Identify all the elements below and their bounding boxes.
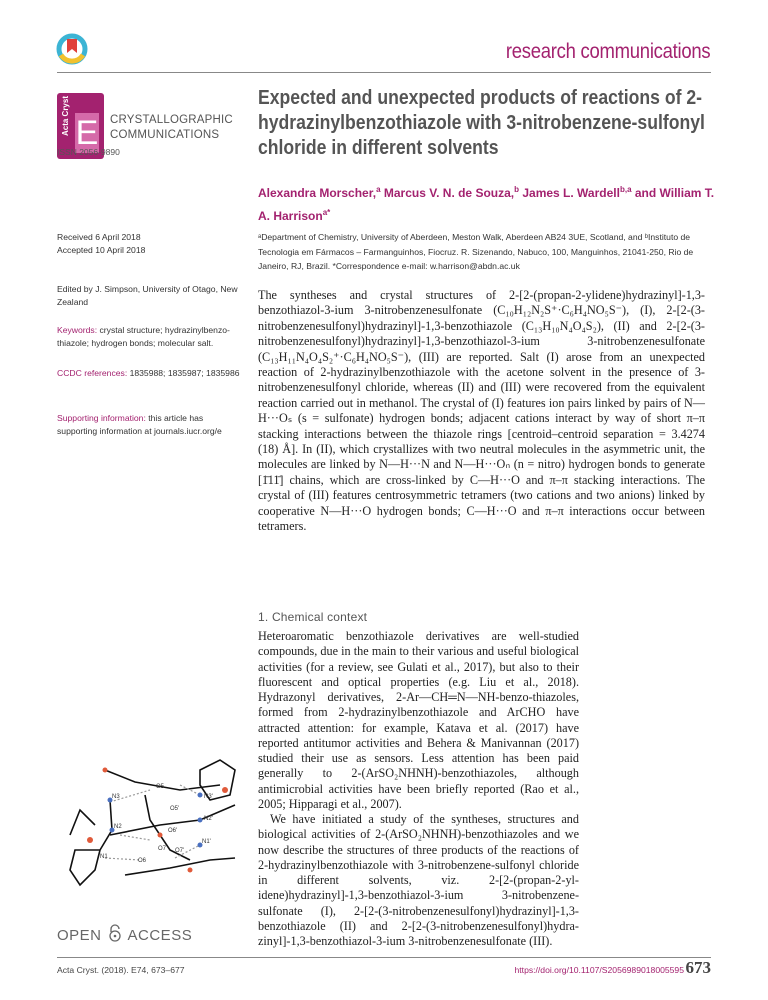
ccdc-label: CCDC references: [57,368,128,378]
keywords-label: Keywords: [57,325,98,335]
atom-label: O7 [158,846,167,852]
affiliations: ᵃDepartment of Chemistry, University of Aberdeen, Meston Walk, Aberdeen AB24 3UE, Scotland, and ᵇInstituto de Tecnologia em Fármacos – Farmanguinhos, Fiocruz. R. Sizenando, Nabuco, 100, Manguinhos, 21041-250, Rio de Janeiro, RJ, Brazil. *Correspondence e-mail: w.harrison@abdn.ac.uk [258,232,694,271]
author-list [258,180,718,226]
supporting-information [57,412,242,438]
open-access-text: OPEN [57,926,102,944]
author: Marcus V. N. de Souza,$^b$ [380,185,520,200]
supporting-label: Supporting information: [57,413,146,423]
atom-label: O5' [170,806,180,812]
keywords [57,324,242,350]
atom-label: N3 [112,794,120,800]
crossmark-icon[interactable] [55,31,89,67]
journal-section-label: research communications [505,40,710,63]
article-title: Expected and unexpected products of reactions of 2-hydrazinylbenzothiazole with 3-nitrobenzene-sulfonyl chloride in different solvents [258,87,705,159]
header-divider [57,72,711,73]
author: James L. Wardell$^{b,a}$ [519,185,632,200]
edited-by: Edited by J. Simpson, University of Otago, New Zealand [57,284,238,307]
ccdc-references [57,367,242,380]
atom-label: N1' [202,839,211,845]
atom-label: N2' [204,816,213,822]
abstract: The syntheses and crystal structures of 2-[2-(propan-2-ylidene)hydrazinyl]-1,3-benzothiazol-3-ium 3-nitrobenzenesulfonate (C₁₀H₁₂N₂S⁺·C₆H₄NO₅S⁻), (I), 2-[2-(3-nitrobenzenesulfonyl)hydrazinyl]-1,3-benzothiazole (C₁₃H₁₀N₄O₄S₂), (II) and 2-[2-(3-nitrobenzenesulfonyl)hydrazinyl]-1,3-benzothiazol-3-ium 3-nitrobenzenesulfonate (C₁₃H₁₁N₄O₄S₂⁺·C₆H₄NO₅S⁻), (III) are reported. Salt (I) arose from an unexpected reaction of 2-hydrazinylbenzothiazole with the acetone solvent in the presence of 3-nitrobenzenesulfonyl chloride, whereas (II) and (III) were recovered from the equivalent reaction carried out in methanol. The crystal of (I) features ion pairs linked by pairs of N—H···Oₛ (s = sulfonate) hydrogen bonds; adjacent cations interact by way of short π–π stacking interactions between the thiazole rings [centroid–centroid separation = 3.4274 (18) Å]. In (II), which crystallizes with two neutral molecules in the asymmetric unit, the molecules are linked by N—H···N and N—H···Oₙ (n = nitro) hydrogen bonds to generate [1̄11̄] chains, which are cross-linked by C—H···O and π–π stacking interactions. The crystal of (III) features centrosymmetric tetramers (two cations and two anions) linked by cooperative N—H···O hydrogen bonds; C—H···O and π–π interactions occur between tetramers. [258,288,705,534]
logo-text: Acta Cryst [61,96,70,137]
atom-label: N2 [114,824,122,830]
author: Alexandra Morscher,$^a$ [258,185,381,200]
page-number: 673 [685,958,711,977]
paragraph: Heteroaromatic benzothiazole derivatives are well-studied compounds, due in the main to their various and useful biological activities (for a review, see Gulati et al., 2017), but also to their fluorescent and optical properties (e.g. Liu et al., 2018). Hydrazonyl derivatives, 2-Ar—CH═N—NH-benzo-thiazoles, formed from 2-hydrazinylbenzothiazole and ArCHO have attracted attention: for example, Katava et al. (2017) have reported antitumor activities and Behera & Manivannan (2017) studied their use as sensors. Less attention has been paid generally to 2-(ArSO₂NHNH)-benzothiazoles, although antimicrobial activities have been briefly reported (Rao et al., 2005; Hipparagi et al., 2007). [258,629,579,811]
journal-name-line1: CRYSTALLOGRAPHIC [110,114,233,126]
paragraph: We have initiated a study of the syntheses, structures and biological activities of 2-(ArSO₂NHNH)-benzothiazoles and we now describe the structures of three products of the reactions of 2-hydrazinylbenzothiazole with 3-nitrobenzene-sulfonyl chloride in different solvents, viz. 2-[2-(propan-2-yl-idene)hydrazinyl]-1,3-benzothiazol-3-ium 3-nitrobenzene-sulfonate (I), 2-[2-(3-nitrobenzenesulfonyl)hydrazinyl]-1,3-benzothiazole (II) and 2-[2-(3-nitrobenzenesulfonyl)hydra-zinyl]-1,3-benzothiazol-3-ium 3-nitrobenzenesulfonate (III). [258,812,579,948]
dates [57,231,242,257]
atom-label: O7' [175,848,185,854]
atom-label: O6 [138,858,147,864]
journal-name [110,113,233,143]
atom-label: O5 [156,784,165,790]
access-text: ACCESS [127,926,193,944]
supporting-text[interactable]: this article has supporting information at journals.iucr.org/e [57,413,222,436]
ccdc-text[interactable]: 1835988; 1835987; 1835986 [127,368,240,378]
footer-divider [57,957,711,958]
received-date: Received 6 April 2018 [57,232,141,242]
accepted-date: Accepted 10 April 2018 [57,245,146,255]
author: and William T. A. Harrison$^{a*}$ [258,186,715,223]
section-heading: 1. Chemical context [258,610,368,624]
issn: ISSN 2056-9890 [57,147,120,157]
open-access-badge [57,924,192,946]
atom-label: O6' [168,828,178,834]
journal-name-line2: COMMUNICATIONS [110,129,220,141]
molecular-structure-figure [50,740,245,900]
keywords-text: crystal structure; hydrazinylbenzo-thiazole; hydrogen bonds; molecular salt. [57,325,230,348]
atom-label: N1 [100,854,108,860]
open-lock-icon [108,924,122,946]
citation: Acta Cryst. (2018). E74, 673–677 [57,965,185,975]
doi-link[interactable]: https://doi.org/10.1107/S2056989018005595 [514,965,684,975]
atom-label: N3' [204,794,213,800]
section-body [258,629,579,949]
logo-letter: E [75,114,99,152]
